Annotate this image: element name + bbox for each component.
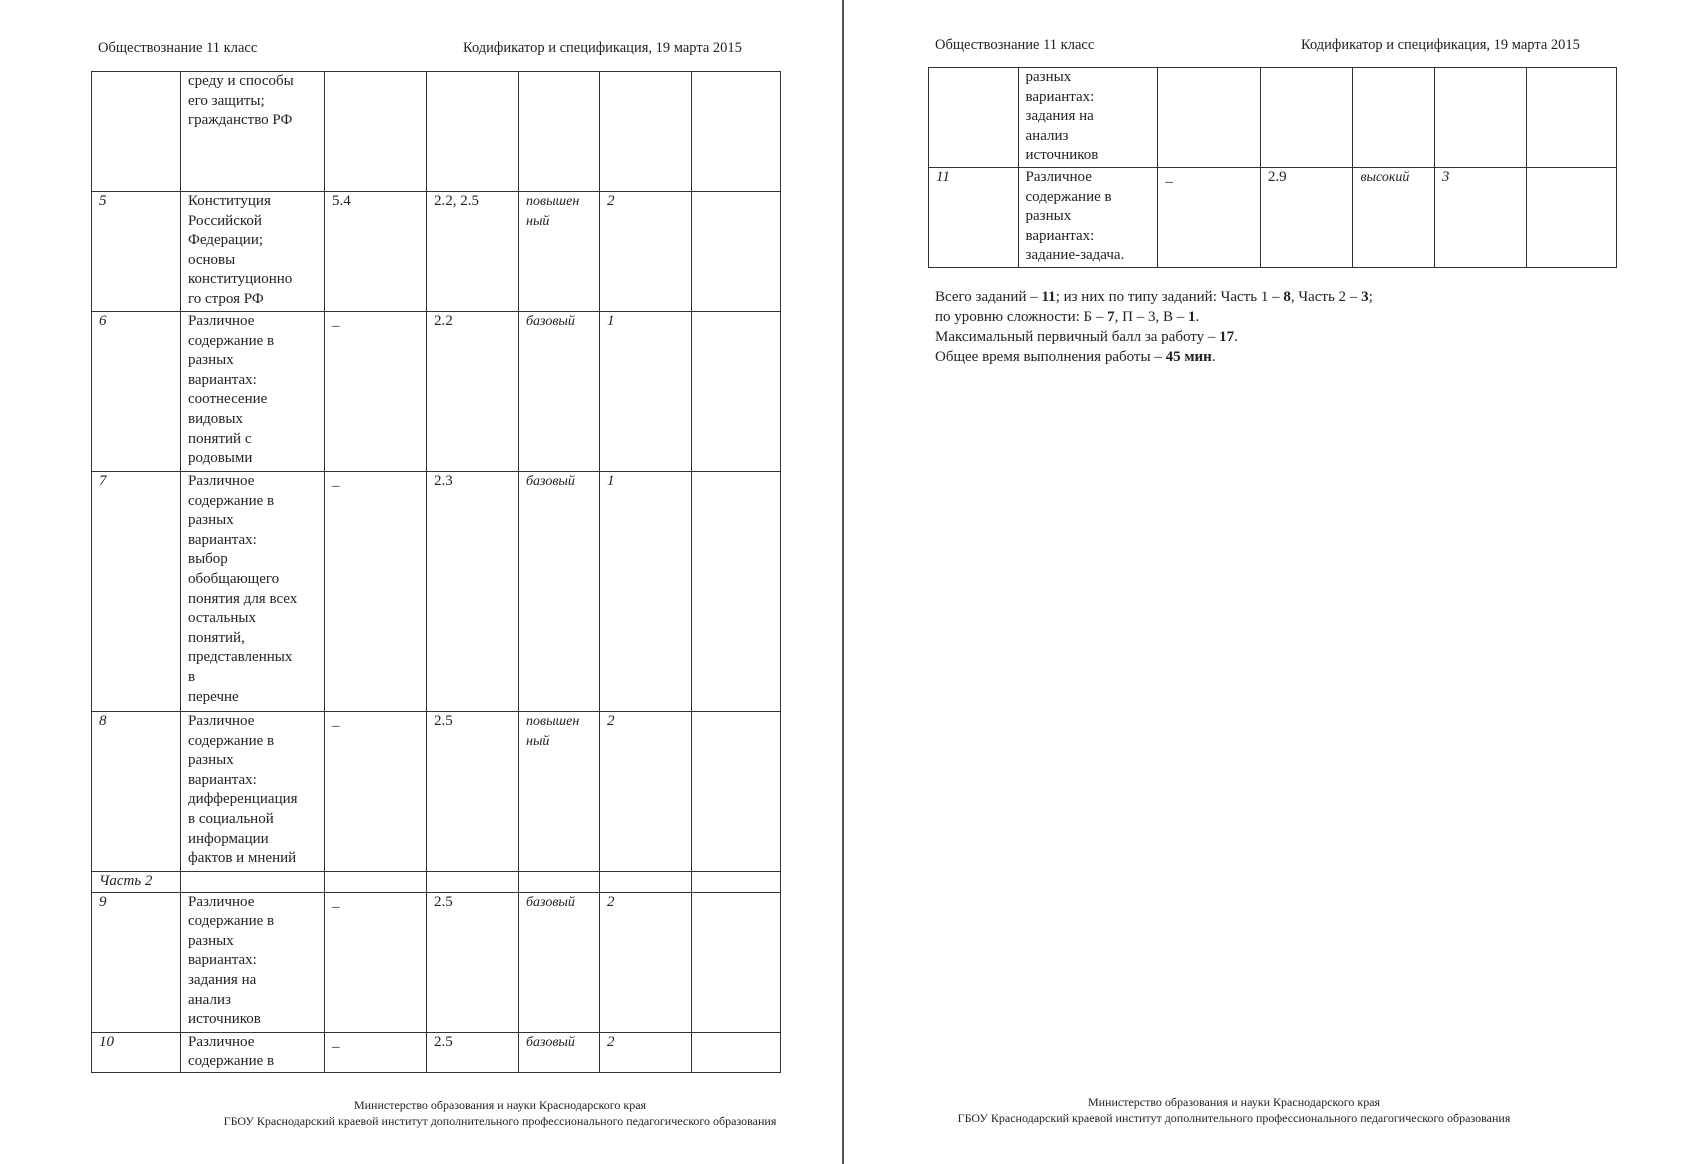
- content-code: _: [1158, 168, 1261, 268]
- part-label: Часть 2: [92, 872, 181, 893]
- table-row: [92, 192, 781, 312]
- difficulty-level: [1353, 68, 1434, 168]
- footer-ministry-right: Министерство образования и науки Краснодарского края: [1087, 1095, 1381, 1109]
- task-content: Различное содержание в разных вариантах: дифференциация в социальной информации фактов и мнений: [181, 712, 325, 872]
- spec-table-right-body: [929, 68, 1617, 268]
- summary-total-tasks: Всего заданий – 11; из них по типу заданий: Часть 1 – 8, Часть 2 – 3;: [935, 289, 1373, 305]
- extra-cell: [692, 712, 781, 872]
- requirement-code: [1260, 68, 1353, 168]
- summary: [935, 287, 1373, 367]
- max-score: [600, 72, 692, 192]
- extra-cell: [692, 1032, 781, 1072]
- extra-cell: [692, 312, 781, 472]
- empty-cell: [692, 872, 781, 893]
- empty-cell: [325, 872, 427, 893]
- content-code: 5.4: [325, 192, 427, 312]
- difficulty-level: базовый: [519, 1032, 600, 1072]
- table-row: [92, 72, 781, 192]
- extra-cell: [692, 892, 781, 1032]
- task-content: среду и способы его защиты; гражданство РФ: [181, 72, 325, 192]
- summary-max-score: Максимальный первичный балл за работу – 17.: [935, 329, 1238, 345]
- content-code: _: [325, 892, 427, 1032]
- max-score: 2: [600, 712, 692, 872]
- footer-institute: ГБОУ Краснодарский краевой институт дополнительного профессионального педагогического образования: [223, 1114, 777, 1128]
- max-score: 2: [600, 892, 692, 1032]
- table-row: [929, 68, 1617, 168]
- max-score: 1: [600, 312, 692, 472]
- page-right: [845, 0, 1683, 1164]
- task-number: [92, 72, 181, 192]
- content-code: [325, 72, 427, 192]
- task-content: Различное содержание в разных вариантах: соотнесение видовых понятий с родовыми: [181, 312, 325, 472]
- summary-difficulty: по уровню сложности: Б – 7, П – 3, В – 1.: [935, 309, 1200, 325]
- task-number: 10: [92, 1032, 181, 1072]
- header-doc-info-right: Кодификатор и спецификация, 19 марта 2015: [1301, 37, 1580, 53]
- table-row: [92, 312, 781, 472]
- task-number: 11: [929, 168, 1019, 268]
- header-subject-right: Обществознание 11 класс: [935, 37, 1095, 53]
- table-row: [92, 712, 781, 872]
- empty-cell: [427, 872, 519, 893]
- task-content: Различное содержание в: [181, 1032, 325, 1072]
- task-content: Различное содержание в разных вариантах: задания на анализ источников: [181, 892, 325, 1032]
- content-code: _: [325, 712, 427, 872]
- max-score: 1: [600, 472, 692, 712]
- footer-right: [845, 1094, 1623, 1126]
- header-subject: Обществознание 11 класс: [98, 40, 258, 56]
- extra-cell: [692, 72, 781, 192]
- extra-cell: [692, 192, 781, 312]
- content-code: _: [325, 1032, 427, 1072]
- max-score: 2: [600, 192, 692, 312]
- spec-table-left: [91, 71, 781, 1073]
- difficulty-level: высокий: [1353, 168, 1434, 268]
- content-code: _: [325, 312, 427, 472]
- task-number: 8: [92, 712, 181, 872]
- table-row: [92, 1032, 781, 1072]
- task-content: Конституция Российской Федерации; основы конституционно го строя РФ: [181, 192, 325, 312]
- footer-ministry: Министерство образования и науки Краснодарского края: [353, 1098, 647, 1112]
- max-score: 3: [1434, 168, 1527, 268]
- empty-cell: [519, 872, 600, 893]
- table-row: [929, 168, 1617, 268]
- content-code: _: [325, 472, 427, 712]
- header-doc-info: Кодификатор и спецификация, 19 марта 2015: [463, 40, 742, 56]
- spec-table-left-body: [92, 72, 781, 1073]
- difficulty-level: базовый: [519, 472, 600, 712]
- footer-institute-right: ГБОУ Краснодарский краевой институт дополнительного профессионального педагогического образования: [957, 1111, 1511, 1125]
- summary-total-time: Общее время выполнения работы – 45 мин.: [935, 349, 1216, 365]
- table-row: [92, 872, 781, 893]
- difficulty-level: базовый: [519, 892, 600, 1032]
- task-number: 5: [92, 192, 181, 312]
- requirement-code: 2.5: [427, 712, 519, 872]
- requirement-code: 2.2: [427, 312, 519, 472]
- page-divider: [842, 0, 844, 1164]
- task-content: Различное содержание в разных вариантах: задание-задача.: [1018, 168, 1158, 268]
- empty-cell: [600, 872, 692, 893]
- difficulty-level: [519, 72, 600, 192]
- extra-cell: [1527, 68, 1617, 168]
- difficulty-level: базовый: [519, 312, 600, 472]
- difficulty-level: повышен ный: [519, 192, 600, 312]
- requirement-code: 2.5: [427, 1032, 519, 1072]
- requirement-code: [427, 72, 519, 192]
- task-number: 6: [92, 312, 181, 472]
- spec-table-right: [928, 67, 1617, 268]
- empty-cell: [181, 872, 325, 893]
- extra-cell: [692, 472, 781, 712]
- task-content: разных вариантах: задания на анализ источников: [1018, 68, 1158, 168]
- task-number: 7: [92, 472, 181, 712]
- table-row: [92, 472, 781, 712]
- max-score: 2: [600, 1032, 692, 1072]
- requirement-code: 2.2, 2.5: [427, 192, 519, 312]
- task-number: [929, 68, 1019, 168]
- task-number: 9: [92, 892, 181, 1032]
- extra-cell: [1527, 168, 1617, 268]
- task-content: Различное содержание в разных вариантах: выбор обобщающего понятия для всех остальных понятий, представленных в перечне: [181, 472, 325, 712]
- requirement-code: 2.9: [1260, 168, 1353, 268]
- requirement-code: 2.3: [427, 472, 519, 712]
- max-score: [1434, 68, 1527, 168]
- requirement-code: 2.5: [427, 892, 519, 1032]
- table-row: [92, 892, 781, 1032]
- content-code: [1158, 68, 1261, 168]
- difficulty-level: повышен ный: [519, 712, 600, 872]
